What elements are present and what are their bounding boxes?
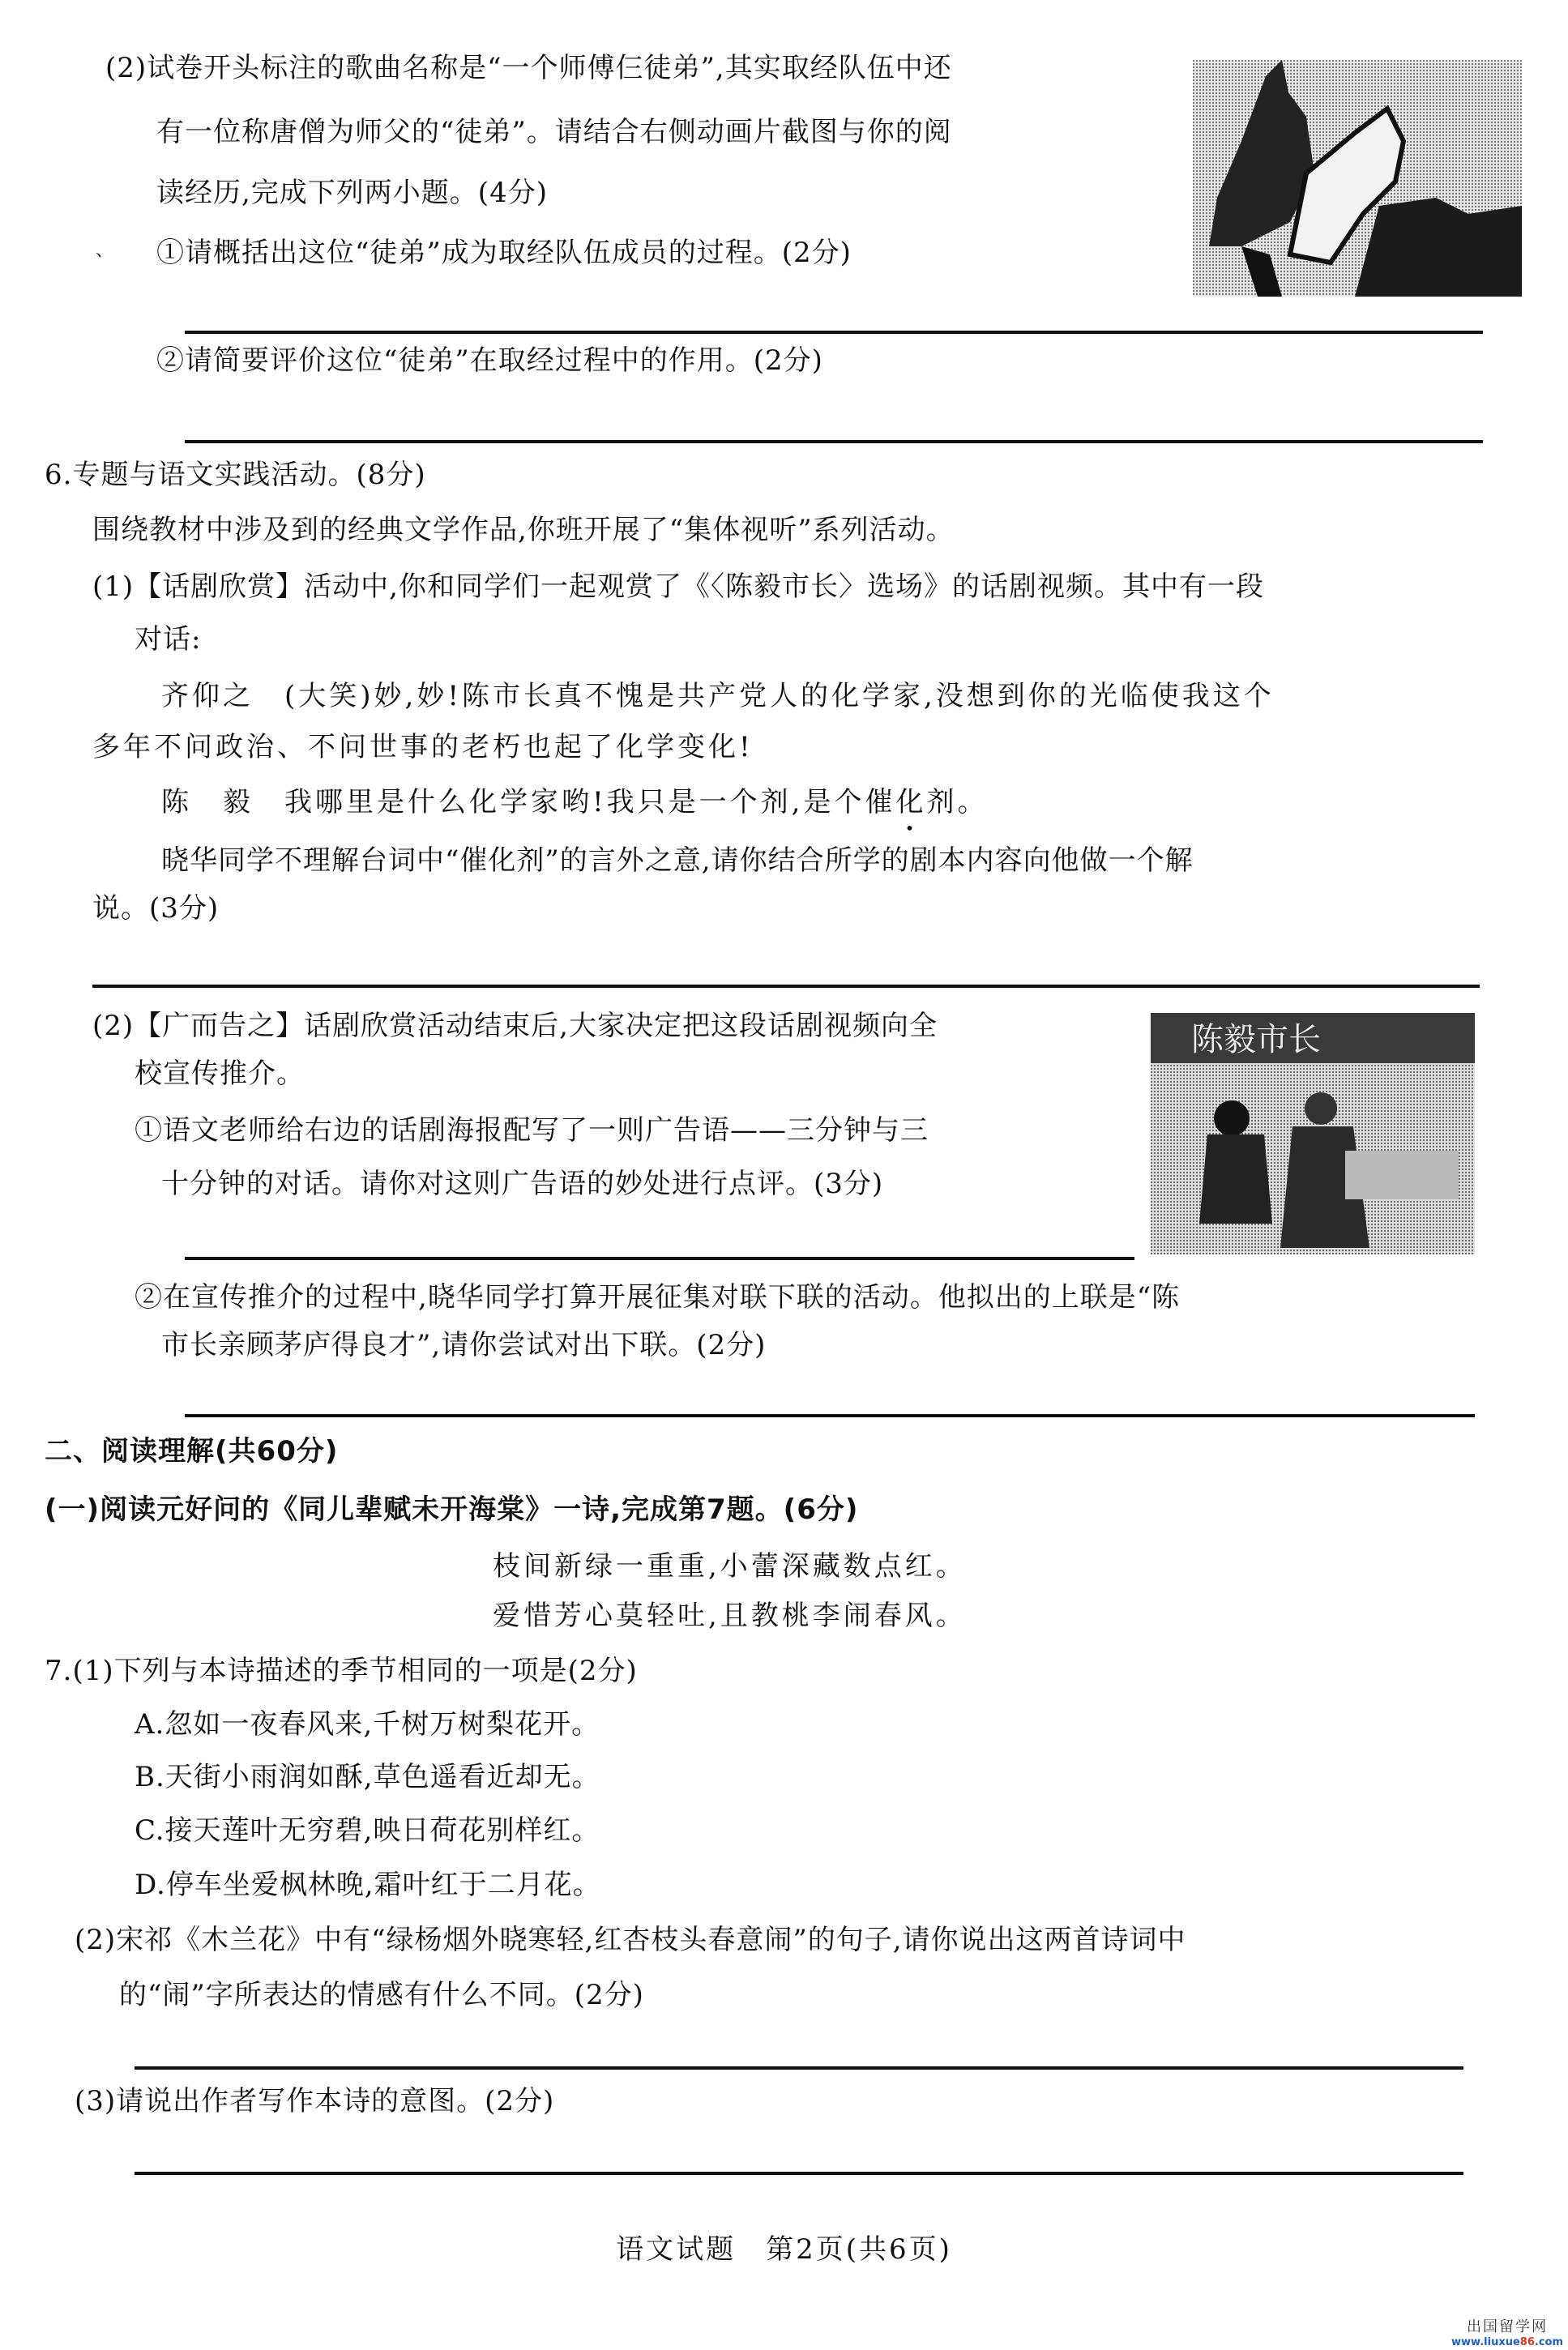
poem-line-2: 爱惜芳心莫轻吐,且教桃李闹春风。 bbox=[493, 1600, 967, 1632]
play-poster-icon bbox=[1151, 1013, 1475, 1254]
q6-1-question-2: 说。(3分) bbox=[92, 892, 220, 925]
answer-line[interactable] bbox=[135, 2172, 1463, 2175]
q5-2-line-3: 读经历,完成下列两小题。(4分) bbox=[156, 177, 548, 209]
speaker-qi: 齐仰之 bbox=[161, 680, 254, 712]
watermark-url: www.liuxue86.com bbox=[1451, 2336, 1563, 2348]
dialogue-text: (大笑)妙,妙!陈市长真不愧是共产党人的化学家,没想到你的光临使我这个 bbox=[284, 680, 1275, 712]
stray-mark: 、 bbox=[96, 241, 115, 261]
dialogue-line-1-cont: 多年不问政治、不问世事的老朽也起了化学变化! bbox=[92, 731, 754, 763]
q7-option-d: D.停车坐爱枫林晚,霜叶红于二月花。 bbox=[135, 1869, 601, 1901]
q7-option-c: C.接天莲叶无穷碧,映日荷花别样红。 bbox=[135, 1814, 600, 1847]
play-poster-image bbox=[1151, 1013, 1475, 1254]
q5-2-sub2: ②请简要评价这位“徒弟”在取经过程中的作用。(2分) bbox=[156, 344, 823, 377]
q5-2-sub1: ①请概括出这位“徒弟”成为取经队伍成员的过程。(2分) bbox=[156, 237, 852, 269]
emphasis-catalyst: 催化剂 bbox=[865, 786, 958, 818]
q6-2-sub2-line-1: ②在宣传推介的过程中,晓华同学打算开展征集对联下联的活动。他拟出的上联是“陈 bbox=[135, 1281, 1181, 1314]
q7-2-line-1: (2)宋祁《木兰花》中有“绿杨烟外晓寒轻,红杏枝头春意闹”的句子,请你说出这两首诗词中 bbox=[75, 1924, 1186, 1956]
answer-line[interactable] bbox=[92, 985, 1480, 988]
answer-line[interactable] bbox=[185, 440, 1483, 443]
dialogue-line-1 bbox=[161, 680, 1275, 712]
q6-1-line-1: (1)【话剧欣赏】活动中,你和同学们一起观赏了《〈陈毅市长〉选场》的话剧视频。其中有一段 bbox=[92, 570, 1264, 603]
answer-line[interactable] bbox=[185, 1257, 1134, 1260]
dialogue-line-2 bbox=[161, 786, 988, 818]
section2-title: 二、阅读理解(共60分) bbox=[45, 1435, 339, 1468]
q6-2-sub1-line-1: ①语文老师给右边的话剧海报配写了一则广告语——三分钟与三 bbox=[135, 1114, 929, 1147]
dialogue-punct: 。 bbox=[957, 786, 989, 818]
q7-1: 7.(1)下列与本诗描述的季节相同的一项是(2分) bbox=[45, 1655, 638, 1687]
watermark-cn: 出国留学网 bbox=[1467, 2318, 1548, 2335]
q7-2-line-2: 的“闹”字所表达的情感有什么不同。(2分) bbox=[119, 1979, 644, 2011]
q7-option-b: B.天街小雨润如酥,草色遥看近却无。 bbox=[135, 1761, 600, 1793]
q7-3: (3)请说出作者写作本诗的意图。(2分) bbox=[75, 2085, 555, 2117]
q6-intro: 围绕教材中涉及到的经典文学作品,你班开展了“集体视听”系列活动。 bbox=[92, 514, 955, 546]
cartoon-screenshot-image bbox=[1193, 60, 1522, 297]
speaker-chen: 陈 毅 bbox=[161, 786, 254, 818]
q6-2-sub1-line-2: 十分钟的对话。请你对这则广告语的妙处进行点评。(3分) bbox=[161, 1168, 884, 1200]
answer-line[interactable] bbox=[185, 331, 1483, 334]
q6-title: 6.专题与语文实践活动。(8分) bbox=[45, 459, 426, 491]
answer-line[interactable] bbox=[135, 2066, 1463, 2070]
page-footer: 语文试题 第2页(共6页) bbox=[616, 2233, 952, 2266]
answer-line[interactable] bbox=[185, 1414, 1475, 1417]
q5-2-line-1: (2)试卷开头标注的歌曲名称是“一个师傅仨徒弟”,其实取经队伍中还 bbox=[105, 52, 952, 84]
cartoon-screenshot-icon bbox=[1193, 60, 1522, 297]
watermark bbox=[1451, 2315, 1563, 2348]
q7-option-a: A.忽如一夜春风来,千树万树梨花开。 bbox=[135, 1708, 600, 1741]
q6-1-line-2: 对话: bbox=[135, 623, 202, 656]
q6-2-line-1: (2)【广而告之】话剧欣赏活动结束后,大家决定把这段话剧视频向全 bbox=[92, 1010, 938, 1042]
q5-2-line-2: 有一位称唐僧为师父的“徒弟”。请结合右侧动画片截图与你的阅 bbox=[156, 116, 952, 148]
dialogue-text: 我哪里是什么化学家哟!我只是一个剂,是个 bbox=[284, 786, 865, 818]
section2-part1-title: (一)阅读元好问的《同儿辈赋未开海棠》一诗,完成第7题。(6分) bbox=[45, 1493, 859, 1526]
q6-2-sub2-line-2: 市长亲顾茅庐得良才”,请你尝试对出下联。(2分) bbox=[161, 1329, 767, 1361]
q6-2-line-2: 校宣传推介。 bbox=[135, 1058, 305, 1090]
q6-1-question-1: 晓华同学不理解台词中“催化剂”的言外之意,请你结合所学的剧本内容向他做一个解 bbox=[161, 844, 1194, 877]
poem-line-1: 枝间新绿一重重,小蕾深藏数点红。 bbox=[493, 1550, 967, 1583]
svg-text:陈毅市长: 陈毅市长 bbox=[1191, 1021, 1321, 1058]
